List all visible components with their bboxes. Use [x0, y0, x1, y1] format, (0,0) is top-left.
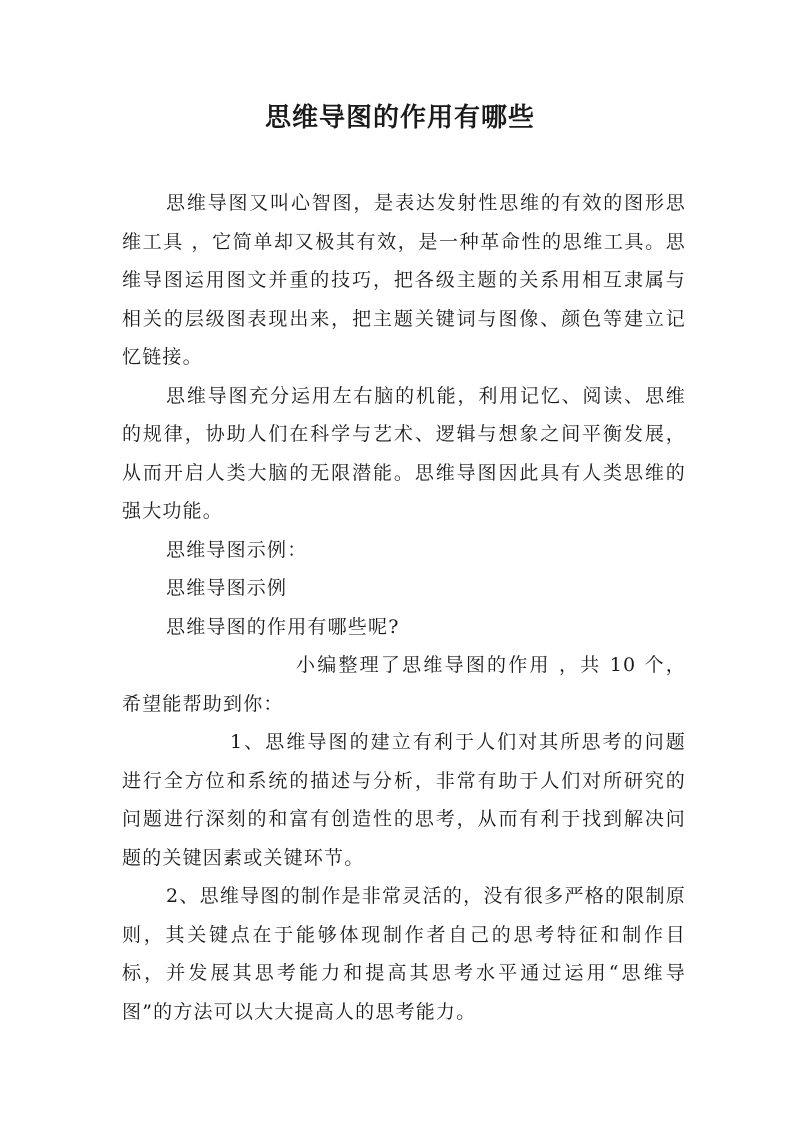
- paragraph-example-label: 思维导图示例：: [166, 538, 308, 561]
- document-body: [122, 184, 686, 1031]
- paragraph-function: 思维导图充分运用左右脑的机能，利用记忆、阅读、思维的规律，协助人们在科学与艺术、逻辑与想象之间平衡发展，从而开启人类大脑的无限潜能。思维导图因此具有人类思维的强大功能。: [122, 384, 686, 522]
- paragraph-editor-note: 小编整理了思维导图的作用 ，共 10 个，希望能帮助到你：: [122, 654, 686, 715]
- paragraph-point-1: 1、思维导图的建立有利于人们对其所思考的问题进行全方位和系统的描述与分析，非常有助于人们对所研究的问题进行深刻的和富有创造性的思考，从而有利于找到解决问题的关键因素或关键环节。: [122, 731, 686, 869]
- paragraph-example-caption: 思维导图示例: [166, 577, 288, 599]
- paragraph-question: 思维导图的作用有哪些呢?: [166, 615, 400, 638]
- paragraph-point-2: 2、思维导图的制作是非常灵活的，没有很多严格的限制原则，其关键点在于能够体现制作者自己的思考特征和制作目标，并发展其思考能力和提高其思考水平通过运用“思维导图”的方法可以大大提高人的思考能力。: [122, 885, 686, 1023]
- document-title: 思维导图的作用有哪些: [264, 103, 535, 133]
- paragraph-intro: 思维导图又叫心智图，是表达发射性思维的有效的图形思维工具 ，它简单却又极其有效，是一种革命性的思维工具。思维导图运用图文并重的技巧，把各级主题的关系用相互隶属与相关的层级图表现出来，把主题关键词与图像、颜色等建立记忆链接。: [122, 192, 686, 368]
